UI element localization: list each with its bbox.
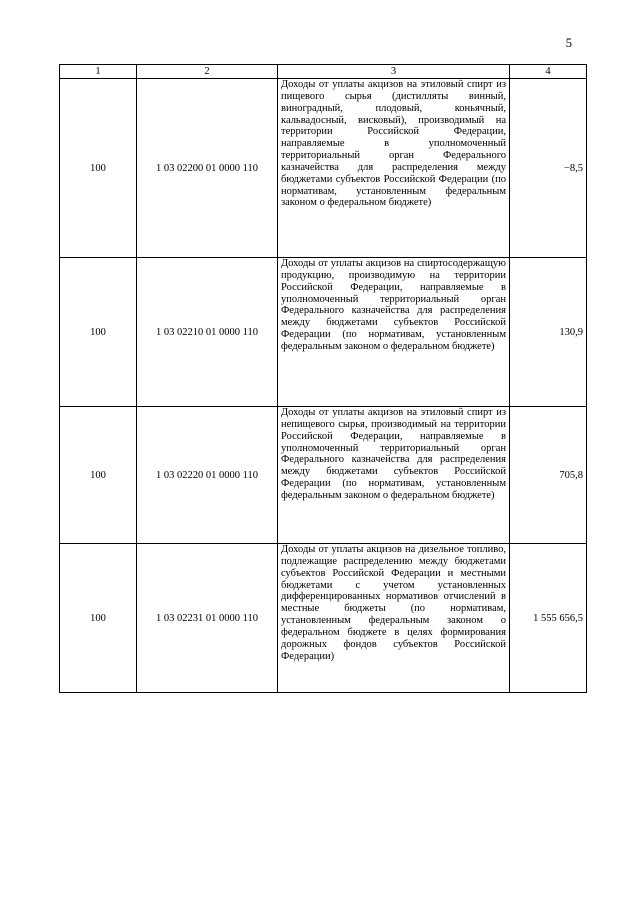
column-header-4: 4 (510, 65, 587, 79)
admin-code-cell: 100 (60, 79, 137, 258)
kbk-code-cell: 1 03 02200 01 0000 110 (137, 79, 278, 258)
column-header-3: 3 (278, 65, 510, 79)
admin-code-cell: 100 (60, 544, 137, 693)
amount-cell: 705,8 (510, 407, 587, 544)
amount-cell: 1 555 656,5 (510, 544, 587, 693)
admin-code-cell: 100 (60, 407, 137, 544)
kbk-code-cell: 1 03 02220 01 0000 110 (137, 407, 278, 544)
table-row (60, 79, 587, 258)
column-header-1: 1 (60, 65, 137, 79)
revenue-table (59, 64, 587, 693)
amount-cell: −8,5 (510, 79, 587, 258)
table-row (60, 407, 587, 544)
amount-cell: 130,9 (510, 258, 587, 407)
description-cell: Доходы от уплаты акцизов на спиртосодержащую продукцию, производимую на территории Российской Федерации, направляемые в уполномоченный территориальный орган Федерального казначейства для распределения между бюджетами субъектов Российской Федерации (по нормативам, установленным федеральным законом о федеральном бюджете) (278, 258, 510, 407)
table-row (60, 258, 587, 407)
description-cell: Доходы от уплаты акцизов на этиловый спирт из непищевого сырья, производимый на территории Российской Федерации, направляемые в уполномоченный территориальный орган Федерального казначейства для распределения между бюджетами субъектов Российской Федерации (по нормативам, установленным федеральным законом о федеральном бюджете) (278, 407, 510, 544)
page-number: 5 (565, 36, 572, 50)
kbk-code-cell: 1 03 02210 01 0000 110 (137, 258, 278, 407)
table-header-row (60, 65, 587, 79)
description-cell: Доходы от уплаты акцизов на дизельное топливо, подлежащие распределению между бюджетами субъектов Российской Федерации и местными бюджетами с учетом установленных дифференцированных нормативов отчислений в местные бюджеты (по нормативам, установленным федеральным законом о федеральном бюджете в целях формирования дорожных фондов субъектов Российской Федерации) (278, 544, 510, 693)
admin-code-cell: 100 (60, 258, 137, 407)
column-header-2: 2 (137, 65, 278, 79)
table-row (60, 544, 587, 693)
kbk-code-cell: 1 03 02231 01 0000 110 (137, 544, 278, 693)
description-cell: Доходы от уплаты акцизов на этиловый спирт из пищевого сырья (дистилляты винный, виноградный, плодовый, коньячный, кальвадосный, висковый), производимый на территории Российской Федерации, направляемые в уполномоченный территориальный орган Федерального казначейства для распределения между бюджетами субъектов Российской Федерации (по нормативам, установленным федеральным законом о федеральном бюджете) (278, 79, 510, 258)
